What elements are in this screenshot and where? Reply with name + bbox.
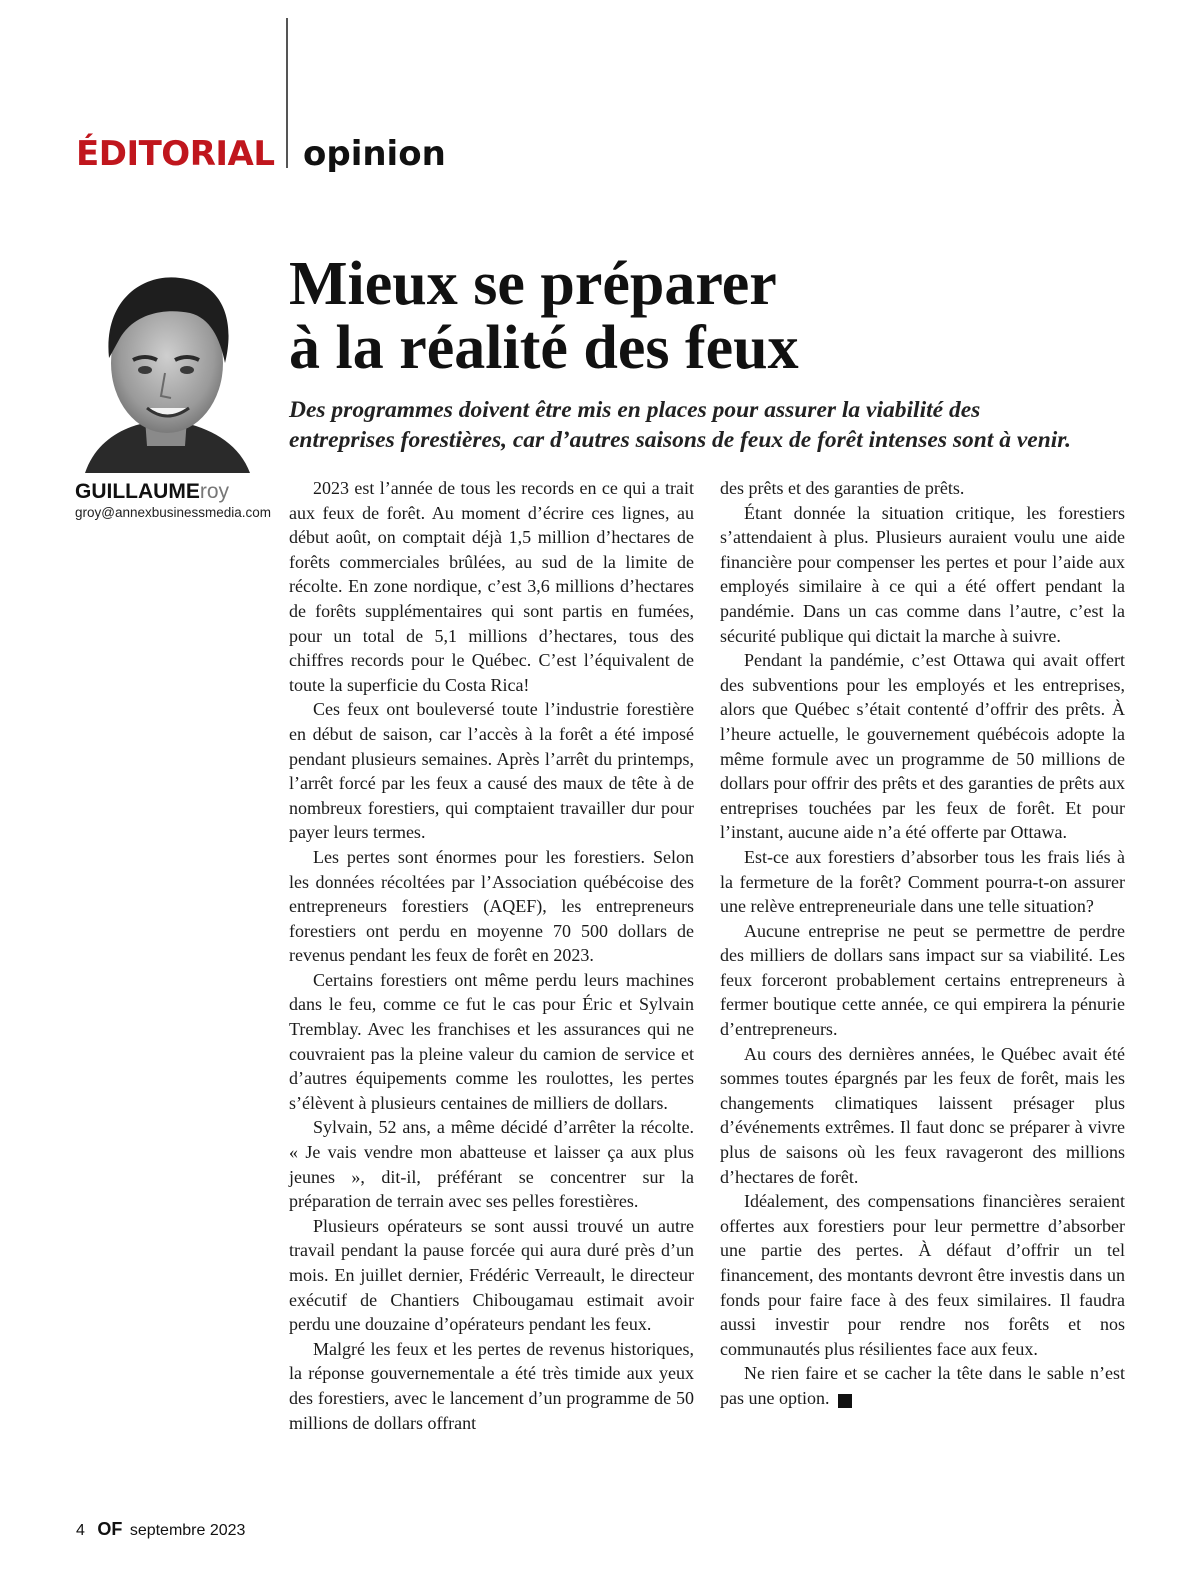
body-paragraph: Aucune entreprise ne peut se permettre de perdre des milliers de dollars sans impact sur sa viabilité. Les feux forceront probablement certains entrepreneurs à fermer boutique cette année, ce qui empirera la pénurie d’entrepreneurs. xyxy=(720,920,1125,1040)
body-paragraph: Idéalement, des compensations financières seraient offertes aux forestiers pour leur permettre d’absorber une partie des pertes. À défaut d’offrir un tel financement, des montants devront être investis dans un fonds pour faire face à des feux similaires. Il faudra aussi investir pour rendre nos forêts et nos communautés plus résilientes face aux feux. xyxy=(720,1191,1125,1359)
body-paragraph: Est-ce aux forestiers d’absorber tous les frais liés à la fermeture de la forêt? Comment pourra-t-on assurer une relève entrepreneuriale dans une telle situation? xyxy=(720,846,1125,917)
headline-line: Mieux se préparer xyxy=(289,250,777,318)
section-label: ÉDITORIAL xyxy=(76,134,275,174)
author-name xyxy=(75,480,280,504)
body-paragraph: Étant donnée la situation critique, les forestiers s’attendaient à plus. Plusieurs auraient voulu une aide financière pour compenser les pertes et pour l’aide aux employés similaire à ce qui a été offert pendant la pandémie. Dans un cas comme dans l’autre, c’est la sécurité publique qui dictait la marche à suivre. xyxy=(720,502,1125,646)
body-paragraph: 2023 est l’année de tous les records en ce qui a trait aux feux de forêt. Au moment d’écrire ces lignes, au début août, on comptait déjà 1,5 million d’hectares de forêts commerciales brûlées, au sud de la limite de récolte. En zone nordique, c’est 3,6 millions d’hectares de forêts supplémentaires qui sont partis en fumées, pour un total de 5,1 millions d’hectares, tous des chiffres records pour le Québec. C’est l’équivalent de toute la superficie du Costa Rica! xyxy=(289,478,694,695)
page-footer xyxy=(76,1519,245,1541)
header-divider xyxy=(286,18,288,168)
deck-line: Des programmes doivent être mis en places pour assurer la viabilité des xyxy=(289,397,981,423)
author-last-name: roy xyxy=(199,480,230,503)
headline-line: à la réalité des feux xyxy=(289,314,799,382)
author-byline xyxy=(75,480,280,522)
body-paragraph: Les pertes sont énormes pour les forestiers. Selon les données récoltées par l’Association québécoise des entrepreneurs forestiers (AQEF), les entrepreneurs forestiers ont perdu en moyenne 70 500 dollars de revenus pendant les feux de forêt en 2023. xyxy=(289,846,694,966)
section-sublabel: opinion xyxy=(303,134,446,174)
body-paragraph: Pendant la pandémie, c’est Ottawa qui avait offert des subventions pour les employés et les entreprises, alors que Québec s’était contenté d’offrir des prêts. À l’heure actuelle, le gouvernement québécois adopte la même formule avec un programme de 50 millions de dollars pour offrir des prêts et des garanties de prêts aux entreprises touchées par les feux de forêt. Et pour l’instant, aucune aide n’a été offerte par Ottawa. xyxy=(720,650,1125,843)
magazine-name: OF xyxy=(97,1519,123,1539)
closing-paragraph xyxy=(720,1361,1125,1410)
author-photo xyxy=(75,268,255,473)
body-paragraph: Plusieurs opérateurs se sont aussi trouvé un autre travail pendant la pause forcée qui aura duré près d’un mois. En juillet dernier, Frédéric Verreault, le directeur exécutif de Chantiers Chibougamau estimait avoir perdu une douzaine d’opérateurs pendant les feux. xyxy=(289,1215,694,1335)
article-column-left xyxy=(289,476,694,1435)
closing-text: Ne rien faire et se cacher la tête dans le sable n’est pas une option. xyxy=(720,1363,1125,1408)
article-column-right xyxy=(720,476,1125,1411)
body-paragraph-continuation: des prêts et des garanties de prêts. xyxy=(720,478,965,498)
body-paragraph: Sylvain, 52 ans, a même décidé d’arrêter la récolte. « Je vais vendre mon abatteuse et laisser ça aux plus jeunes », dit-il, préférant se concentrer sur la préparation de terrain avec ses pelles forestières. xyxy=(289,1117,694,1212)
author-first-name: GUILLAUME xyxy=(75,480,200,503)
article-deck xyxy=(289,395,1149,455)
deck-line: entreprises forestières, car d’autres saisons de feux de forêt intenses sont à venir. xyxy=(289,427,1072,453)
page-number: 4 xyxy=(76,1522,85,1539)
body-paragraph: Malgré les feux et les pertes de revenus historiques, la réponse gouvernementale a été très timide aux yeux des forestiers, avec le lancement d’un programme de 50 millions de dollars offrant xyxy=(289,1338,694,1433)
body-paragraph: Certains forestiers ont même perdu leurs machines dans le feu, comme ce fut le cas pour Éric et Sylvain Tremblay. Avec les franchises et les assurances qui ne couvraient pas la pleine valeur du camion de service et d’autres équipements comme les roulottes, les pertes s’élèvent à plusieurs centaines de milliers de dollars. xyxy=(289,969,694,1113)
body-paragraph: Ces feux ont bouleversé toute l’industrie forestière en début de saison, car l’accès à la forêt a été imposé pendant plusieurs semaines. Après l’arrêt du printemps, l’arrêt forcé par les feux a causé des maux de tête à de nombreux forestiers, qui comptaient travailler dur pour payer leurs termes. xyxy=(289,699,694,843)
body-paragraph: Au cours des dernières années, le Québec avait été sommes toutes épargnés par les feux de forêt, mais les changements climatiques laissent présager plus d’événements extrêmes. Il faut donc se préparer à vivre plus de saisons où les feux ravageront des millions d’hectares de forêt. xyxy=(720,1043,1125,1187)
author-email[interactable]: groy@annexbusinessmedia.com xyxy=(75,505,272,520)
author-portrait-illustration xyxy=(75,268,255,473)
issue-date: septembre 2023 xyxy=(129,1522,246,1539)
article-headline xyxy=(289,252,1169,380)
end-mark-icon: OF xyxy=(838,1394,852,1408)
